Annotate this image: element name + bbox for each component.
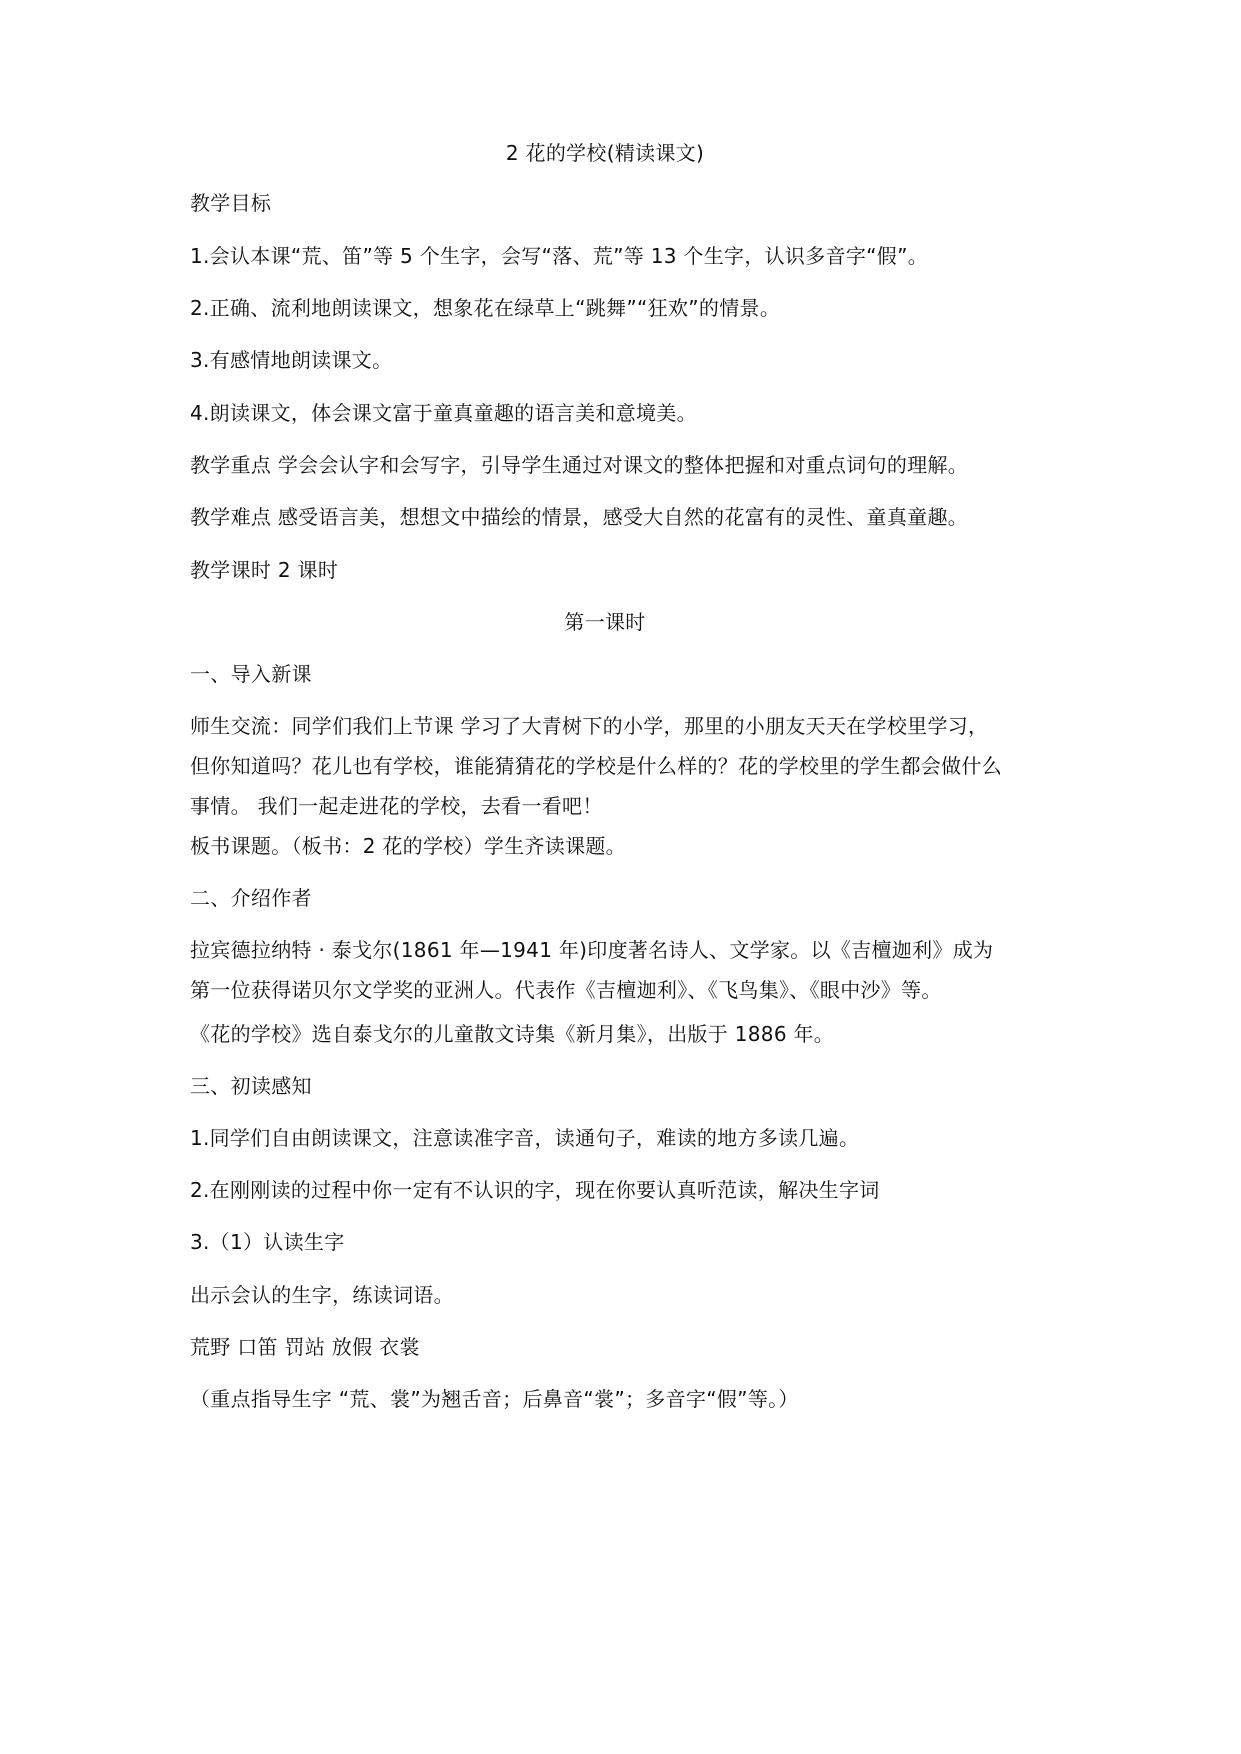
section-heading: 三、初读感知 [190,1074,312,1098]
reading-step: 2.在刚刚读的过程中你一定有不认识的字，现在你要认真听范读，解决生字词 [190,1178,880,1202]
board-title: 板书课题。（板书：2 花的学校）学生齐读课题。 [190,834,626,858]
author-paragraph [190,930,1060,1010]
reading-step: 1.同学们自由朗读课文，注意读准字音，读通句子，难读的地方多读几遍。 [190,1126,860,1150]
key-point: 教学重点 学会会认字和会写字，引导学生通过对课文的整体把握和对重点词句的理解。 [190,453,969,477]
document-title: 2 花的学校(精读课文) [505,141,705,165]
class-hours: 教学课时 2 课时 [190,558,339,582]
vocab-list: 荒野 口笛 罚站 放假 衣裳 [190,1335,420,1359]
paragraph-line: 拉宾德拉纳特 · 泰戈尔(1861 年—1941 年)印度著名诗人、文学家。以《吉檀迦利》成为 [190,938,994,962]
paragraph-line: 第一位获得诺贝尔文学奖的亚洲人。代表作《吉檀迦利》、《飞鸟集》、《眼中沙》等。 [190,978,942,1002]
goal-item: 4.朗读课文，体会课文富于童真童趣的语言美和意境美。 [190,401,697,425]
paragraph-line: 事情。 我们一起走进花的学校，去看一看吧！ [190,794,603,818]
lesson-heading: 第一课时 [564,610,646,634]
source-note: 《花的学校》选自泰戈尔的儿童散文诗集《新月集》，出版于 1886 年。 [190,1022,835,1046]
paragraph-line: 师生交流：同学们我们上节课 学习了大青树下的小学，那里的小朋友天天在学校里学习， [190,714,989,738]
section-heading: 二、介绍作者 [190,886,312,910]
section-heading: 一、导入新课 [190,662,312,686]
show-words: 出示会认的生字，练读词语。 [190,1283,454,1307]
goal-item: 2.正确、流利地朗读课文，想象花在绿草上“跳舞”“狂欢”的情景。 [190,296,781,320]
paragraph-line: 但你知道吗？花儿也有学校，谁能猜猜花的学校是什么样的？花的学校里的学生都会做什么 [190,754,1002,778]
goal-item: 1.会认本课“荒、笛”等 5 个生字，会写“落、荒”等 13 个生字，认识多音字“假”。 [190,244,929,268]
reading-step: 3.（1）认读生字 [190,1230,345,1254]
goal-item: 3.有感情地朗读课文。 [190,348,393,372]
difficulty: 教学难点 感受语言美，想想文中描绘的情景，感受大自然的花富有的灵性、童真童趣。 [190,505,969,529]
guidance-note: （重点指导生字 “荒、裳”为翘舌音；后鼻音“裳”；多音字“假”等。） [190,1387,799,1411]
intro-paragraph [190,706,1060,826]
teaching-goals-heading: 教学目标 [190,191,272,215]
